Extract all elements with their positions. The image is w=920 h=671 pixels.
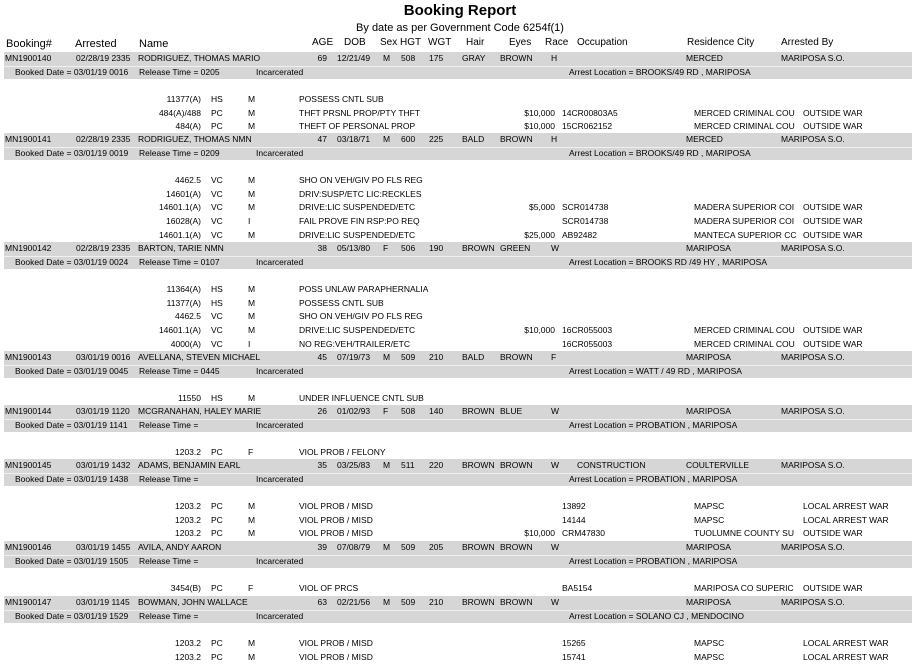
hair-color: BALD: [462, 134, 485, 144]
charge-description: VIOL PROB / MISD: [299, 528, 373, 539]
bail-amount: $5,000: [529, 202, 555, 213]
charge-level: M: [248, 175, 256, 185]
dob: 07/19/73: [337, 352, 371, 362]
release-time: Release Time =: [139, 611, 199, 621]
arrested-datetime: 03/01/19 1120: [76, 406, 130, 416]
race: W: [551, 542, 560, 552]
booking-number: MN1900143: [5, 352, 52, 362]
charge-code: 14601.1(A): [158, 229, 201, 240]
dob: 12/21/49: [337, 53, 371, 63]
column-header-arrested-by: Arrested By: [781, 37, 834, 48]
height: 509: [401, 352, 416, 362]
charge-description: VIOL PROB / MISD: [299, 638, 373, 648]
dob: 03/18/71: [337, 134, 371, 144]
arrested-by: MARIPOSA S.O.: [781, 352, 845, 362]
eye-color: BROWN: [500, 542, 533, 552]
sex: M: [383, 134, 391, 144]
column-header-name: Name: [139, 38, 169, 50]
column-header-race: Race: [545, 37, 569, 48]
dob: 07/08/79: [337, 542, 371, 552]
court-name: TUOLUMNE COUNTY SU: [694, 528, 794, 539]
booked-date: Booked Date = 03/01/19 0045: [15, 366, 129, 376]
residence-city: MARIPOSA: [686, 243, 731, 253]
charge-type: HS: [211, 393, 223, 403]
charge-level: M: [248, 229, 256, 240]
case-number: 16CR055003: [562, 338, 613, 349]
charge-description: THEFT OF PERSONAL PROP: [299, 121, 416, 132]
charge-type: VC: [211, 175, 223, 185]
charge-type: VC: [211, 311, 223, 322]
residence-city: MARIPOSA: [686, 597, 731, 607]
court-name: MAPSC: [694, 638, 725, 648]
column-header-dob: DOB: [344, 37, 366, 48]
charge-description: UNDER INFLUENCE CNTL SUB: [299, 393, 424, 403]
age: 35: [317, 460, 327, 470]
charge-code: 11550: [177, 393, 201, 403]
custody-status: Incarcerated: [256, 474, 304, 484]
arrested-by: MARIPOSA S.O.: [781, 134, 845, 144]
sex: M: [383, 53, 391, 63]
report-title: Booking Report: [403, 2, 517, 19]
charge-type: PC: [211, 107, 223, 118]
arrest-location: Arrest Location = PROBATION , MARIPOSA: [569, 420, 738, 430]
charge-description: VIOL PROB / FELONY: [299, 447, 386, 457]
person-name: ADAMS, BENJAMIN EARL: [138, 460, 241, 470]
charge-level: M: [248, 121, 256, 132]
age: 47: [317, 134, 327, 144]
case-number: 16CR055003: [562, 325, 613, 336]
arrest-location: Arrest Location = SOLANO CJ , MENDOCINO: [569, 611, 745, 621]
court-name: MAPSC: [694, 501, 725, 511]
warrant-type: OUTSIDE WAR: [803, 229, 863, 240]
charge-code: 1203.2: [175, 501, 201, 511]
column-header-residence-city: Residence City: [687, 37, 755, 48]
height: 506: [401, 243, 416, 253]
warrant-type: OUTSIDE WAR: [803, 528, 863, 539]
residence-city: MERCED: [686, 53, 723, 63]
warrant-type: LOCAL ARREST WAR: [803, 501, 889, 511]
charge-description: DRIVE:LIC SUSPENDED/ETC: [299, 202, 416, 213]
hair-color: BROWN: [462, 243, 495, 253]
race: W: [551, 597, 560, 607]
court-name: MADERA SUPERIOR COI: [694, 202, 795, 213]
arrested-datetime: 03/01/19 1455: [76, 542, 131, 552]
weight: 190: [429, 243, 444, 253]
booking-number: MN1900141: [5, 134, 52, 144]
charge-code: 1203.2: [175, 514, 201, 525]
age: 26: [317, 406, 327, 416]
charge-code: 14601.1(A): [158, 325, 201, 336]
arrested-by: MARIPOSA S.O.: [781, 53, 845, 63]
weight: 205: [429, 542, 444, 552]
sex: F: [383, 243, 389, 253]
charge-code: 1203.2: [175, 638, 201, 648]
charge-code: 14601(A): [166, 188, 201, 199]
person-name: RODRIGUEZ, THOMAS NMN: [138, 134, 252, 144]
charge-level: M: [248, 311, 256, 322]
charge-code: 484(A): [175, 121, 201, 132]
residence-city: MARIPOSA: [686, 406, 731, 416]
booked-date: Booked Date = 03/01/19 1141: [15, 420, 128, 430]
charge-description: VIOL PROB / MISD: [299, 651, 373, 662]
charge-level: M: [248, 501, 256, 511]
booked-date: Booked Date = 03/01/19 0019: [15, 148, 129, 158]
arrested-by: MARIPOSA S.O.: [781, 597, 845, 607]
eye-color: BROWN: [500, 53, 533, 63]
booking-number: MN1900144: [5, 406, 52, 416]
person-name: AVILA, ANDY AARON: [138, 542, 222, 552]
race: H: [551, 53, 558, 63]
sex: M: [383, 542, 391, 552]
person-name: BOWMAN, JOHN WALLACE: [138, 597, 248, 607]
case-number: 15CR062152: [562, 121, 613, 132]
sex: M: [383, 597, 391, 607]
column-header-hair: Hair: [466, 37, 485, 48]
column-header-hgt: HGT: [400, 37, 422, 48]
hair-color: BROWN: [462, 460, 495, 470]
arrest-location: Arrest Location = BROOKS RD /49 HY , MARIPOSA: [569, 257, 768, 267]
charge-type: VC: [211, 188, 223, 199]
custody-status: Incarcerated: [256, 556, 304, 566]
charge-level: M: [248, 284, 256, 294]
booked-date: Booked Date = 03/01/19 1438: [15, 474, 129, 484]
arrested-by: MARIPOSA S.O.: [781, 243, 845, 253]
eye-color: BROWN: [500, 134, 533, 144]
booked-date: Booked Date = 03/01/19 1505: [15, 556, 129, 566]
hair-color: GRAY: [462, 53, 486, 63]
booking-number: MN1900147: [5, 597, 52, 607]
charge-description: POSS UNLAW PARAPHERNALIA: [299, 284, 429, 294]
booked-date: Booked Date = 03/01/19 1529: [15, 611, 129, 621]
race: W: [551, 406, 560, 416]
charge-code: 4000(A): [170, 338, 201, 349]
charge-description: FAIL PROVE FIN RSP:PO REQ: [299, 216, 420, 227]
charge-description: VIOL PROB / MISD: [299, 514, 373, 525]
arrested-datetime: 03/01/19 0016: [76, 352, 131, 362]
charge-type: VC: [211, 202, 223, 213]
booked-date: Booked Date = 03/01/19 0024: [15, 257, 129, 267]
charge-level: M: [248, 651, 256, 662]
age: 69: [317, 53, 327, 63]
race: F: [551, 352, 557, 362]
warrant-type: OUTSIDE WAR: [803, 216, 863, 227]
custody-status: Incarcerated: [256, 611, 304, 621]
arrested-datetime: 02/28/19 2335: [76, 134, 131, 144]
weight: 210: [429, 597, 444, 607]
charge-level: I: [248, 216, 251, 227]
charge-code: 4462.5: [175, 311, 201, 322]
arrested-by: MARIPOSA S.O.: [781, 460, 845, 470]
court-name: MADERA SUPERIOR COI: [694, 216, 795, 227]
case-number: SCR014738: [562, 202, 609, 213]
warrant-type: OUTSIDE WAR: [803, 121, 863, 132]
charge-description: SHO ON VEH/GIV PO FLS REG: [299, 311, 423, 322]
charge-type: VC: [211, 229, 223, 240]
occupation: CONSTRUCTION: [577, 460, 646, 470]
dob: 03/25/83: [337, 460, 371, 470]
release-time: Release Time = 0445: [139, 366, 220, 376]
arrested-by: MARIPOSA S.O.: [781, 542, 845, 552]
person-name: RODRIGUEZ, THOMAS MARIO: [138, 53, 261, 63]
court-name: MERCED CRIMINAL COU: [694, 107, 795, 118]
charge-type: VC: [211, 325, 223, 336]
age: 38: [317, 243, 327, 253]
charge-description: VIOL PROB / MISD: [299, 501, 373, 511]
charge-code: 11377(A): [166, 94, 201, 104]
charge-description: POSSESS CNTL SUB: [299, 297, 384, 308]
charge-type: PC: [211, 121, 223, 132]
court-name: MERCED CRIMINAL COU: [694, 325, 795, 336]
column-header-booking: Booking#: [6, 38, 52, 50]
person-name: MCGRANAHAN, HALEY MARIE: [138, 406, 262, 416]
race: W: [551, 460, 560, 470]
charge-type: PC: [211, 651, 223, 662]
report-subtitle: By date as per Government Code 6254f(1): [356, 22, 564, 34]
charge-level: F: [248, 447, 254, 457]
residence-city: MARIPOSA: [686, 352, 731, 362]
bail-amount: $10,000: [524, 121, 555, 132]
case-number: 15265: [562, 638, 586, 648]
charge-code: 1203.2: [175, 651, 201, 662]
charge-code: 1203.2: [175, 447, 201, 457]
residence-city: MARIPOSA: [686, 542, 731, 552]
charge-description: DRIVE:LIC SUSPENDED/ETC: [299, 229, 416, 240]
booked-date: Booked Date = 03/01/19 0016: [15, 67, 129, 77]
court-name: MANTECA SUPERIOR CC: [694, 229, 797, 240]
eye-color: BROWN: [500, 460, 533, 470]
dob: 01/02/93: [337, 406, 371, 416]
race: W: [551, 243, 560, 253]
warrant-type: OUTSIDE WAR: [803, 325, 863, 336]
booking-number: MN1900145: [5, 460, 52, 470]
charge-description: DRIV:SUSP/ETC LIC:RECKLES: [299, 188, 422, 199]
height: 508: [401, 53, 416, 63]
charge-level: M: [248, 638, 256, 648]
arrested-datetime: 02/28/19 2335: [76, 243, 131, 253]
age: 45: [317, 352, 327, 362]
release-time: Release Time = 0205: [139, 67, 220, 77]
charge-level: M: [248, 325, 256, 336]
charge-level: I: [248, 338, 251, 349]
charge-description: THFT PRSNL PROP/PTY THFT: [299, 107, 421, 118]
court-name: MARIPOSA CO SUPERIC: [694, 583, 794, 593]
charge-code: 3454(B): [170, 583, 201, 593]
hair-color: BROWN: [462, 406, 495, 416]
age: 63: [317, 597, 327, 607]
bail-amount: $10,000: [524, 107, 555, 118]
age: 39: [317, 542, 327, 552]
height: 511: [401, 460, 415, 470]
charge-level: M: [248, 107, 256, 118]
charge-description: SHO ON VEH/GIV PO FLS REG: [299, 175, 423, 185]
height: 508: [401, 406, 416, 416]
release-time: Release Time =: [139, 556, 199, 566]
case-number: BA5154: [562, 583, 593, 593]
charge-level: M: [248, 94, 256, 104]
eye-color: GREEN: [500, 243, 531, 253]
hair-color: BROWN: [462, 597, 495, 607]
warrant-type: OUTSIDE WAR: [803, 583, 863, 593]
charge-type: HS: [211, 94, 223, 104]
custody-status: Incarcerated: [256, 257, 304, 267]
booking-number: MN1900146: [5, 542, 52, 552]
charge-code: 11377(A): [166, 297, 201, 308]
booking-number: MN1900142: [5, 243, 52, 253]
warrant-type: LOCAL ARREST WAR: [803, 638, 889, 648]
arrest-location: Arrest Location = BROOKS/49 RD , MARIPOSA: [569, 148, 751, 158]
height: 509: [401, 597, 416, 607]
eye-color: BLUE: [500, 406, 523, 416]
bail-amount: $10,000: [524, 325, 555, 336]
residence-city: COULTERVILLE: [686, 460, 749, 470]
hair-color: BALD: [462, 352, 485, 362]
charge-type: HS: [211, 297, 223, 308]
charge-code: 484(A)/488: [158, 107, 201, 118]
arrested-datetime: 03/01/19 1432: [76, 460, 131, 470]
custody-status: Incarcerated: [256, 148, 304, 158]
dob: 02/21/56: [337, 597, 371, 607]
charge-level: M: [248, 297, 256, 308]
sex: M: [383, 352, 391, 362]
column-header-occupation: Occupation: [577, 37, 628, 48]
court-name: MERCED CRIMINAL COU: [694, 338, 795, 349]
weight: 210: [429, 352, 444, 362]
charge-code: 4462.5: [175, 175, 201, 185]
charge-type: VC: [211, 216, 223, 227]
person-name: BARTON, TARIE NMN: [138, 243, 224, 253]
column-header-arrested: Arrested: [75, 38, 117, 50]
charge-type: HS: [211, 284, 223, 294]
charge-code: 16028(A): [166, 216, 201, 227]
arrested-datetime: 02/28/19 2335: [76, 53, 131, 63]
charge-type: PC: [211, 447, 223, 457]
charge-type: PC: [211, 501, 223, 511]
weight: 225: [429, 134, 444, 144]
column-header-age: AGE: [312, 37, 334, 48]
court-name: MAPSC: [694, 651, 725, 662]
weight: 220: [429, 460, 444, 470]
hair-color: BROWN: [462, 542, 495, 552]
court-name: MERCED CRIMINAL COU: [694, 121, 795, 132]
charge-level: M: [248, 188, 256, 199]
custody-status: Incarcerated: [256, 366, 304, 376]
charge-code: 14601.1(A): [158, 202, 201, 213]
arrest-location: Arrest Location = PROBATION , MARIPOSA: [569, 556, 738, 566]
custody-status: Incarcerated: [256, 420, 304, 430]
release-time: Release Time = 0107: [139, 257, 220, 267]
residence-city: MERCED: [686, 134, 723, 144]
charge-description: DRIVE:LIC SUSPENDED/ETC: [299, 325, 416, 336]
bail-amount: $10,000: [524, 528, 555, 539]
release-time: Release Time = 0209: [139, 148, 220, 158]
bail-amount: $25,000: [524, 229, 555, 240]
eye-color: BROWN: [500, 597, 533, 607]
booking-number: MN1900140: [5, 53, 52, 63]
eye-color: BROWN: [500, 352, 533, 362]
charge-type: PC: [211, 583, 223, 593]
warrant-type: OUTSIDE WAR: [803, 338, 863, 349]
column-header-sex: Sex: [380, 37, 398, 48]
charge-type: PC: [211, 528, 223, 539]
race: H: [551, 134, 558, 144]
height: 600: [401, 134, 416, 144]
charge-description: VIOL OF PRCS: [299, 583, 359, 593]
warrant-type: LOCAL ARREST WAR: [803, 651, 889, 662]
case-number: 13892: [562, 501, 586, 511]
person-name: AVELLANA, STEVEN MICHAEL: [138, 352, 261, 362]
case-number: 14144: [562, 514, 586, 525]
arrested-by: MARIPOSA S.O.: [781, 406, 845, 416]
column-header-wgt: WGT: [428, 37, 452, 48]
dob: 05/13/80: [337, 243, 371, 253]
case-number: CRM47830: [562, 528, 605, 539]
arrested-datetime: 03/01/19 1145: [76, 597, 130, 607]
weight: 175: [429, 53, 444, 63]
charge-level: M: [248, 514, 256, 525]
court-name: MAPSC: [694, 514, 725, 525]
case-number: SCR014738: [562, 216, 609, 227]
charge-code: 1203.2: [175, 528, 201, 539]
arrest-location: Arrest Location = BROOKS/49 RD , MARIPOSA: [569, 67, 751, 77]
weight: 140: [429, 406, 444, 416]
arrest-location: Arrest Location = PROBATION , MARIPOSA: [569, 474, 738, 484]
case-number: AB92482: [562, 229, 597, 240]
charge-type: VC: [211, 338, 223, 349]
charge-type: PC: [211, 638, 223, 648]
charge-level: M: [248, 393, 256, 403]
release-time: Release Time =: [139, 420, 199, 430]
warrant-type: OUTSIDE WAR: [803, 202, 863, 213]
charge-description: POSSESS CNTL SUB: [299, 94, 384, 104]
warrant-type: OUTSIDE WAR: [803, 107, 863, 118]
charge-code: 11364(A): [166, 284, 201, 294]
sex: F: [383, 406, 389, 416]
case-number: 14CR00803A5: [562, 107, 618, 118]
charge-type: PC: [211, 514, 223, 525]
sex: M: [383, 460, 391, 470]
charge-level: M: [248, 528, 256, 539]
column-header-eyes: Eyes: [509, 37, 532, 48]
charge-level: M: [248, 202, 256, 213]
case-number: 15741: [562, 651, 586, 662]
height: 509: [401, 542, 416, 552]
charge-level: F: [248, 583, 254, 593]
release-time: Release Time =: [139, 474, 199, 484]
custody-status: Incarcerated: [256, 67, 304, 77]
arrest-location: Arrest Location = WATT / 49 RD , MARIPOSA: [569, 366, 742, 376]
warrant-type: LOCAL ARREST WAR: [803, 514, 889, 525]
charge-description: NO REG:VEH/TRAILER/ETC: [299, 338, 410, 349]
